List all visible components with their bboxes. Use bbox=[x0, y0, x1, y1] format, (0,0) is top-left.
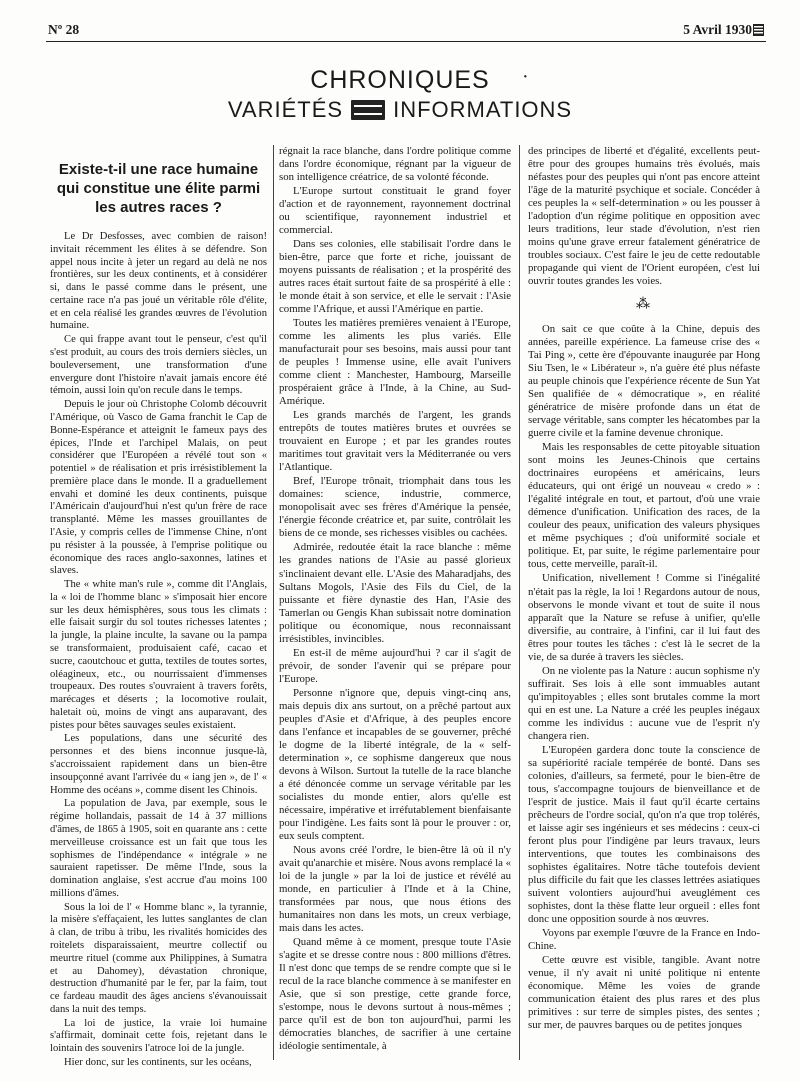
paragraph: L'Europe surtout constituait le grand foyer d'action et de rayonnement, rayonnement doctrinal ou scientifique, rayonnement industriel et commercial. bbox=[279, 185, 511, 237]
paragraph: En est-il de même aujourd'hui ? car il s'agit de prévoir, de sonder l'avenir qui se prépare pour l'Europe. bbox=[279, 646, 511, 685]
article-column-1 bbox=[50, 160, 267, 1071]
paragraph: L'Européen gardera donc toute la conscience de sa supériorité raciale tempérée de bonté. Dans ses colonies, d'ailleurs, sa fermeté, pour le bien-être de tous, s'accompagne toujours de bienveillance et de l'esprit de justice. Mais il faut qu'il écarte certains prêcheurs de l'ordre social, qu'on n'a que trop tolérés, et laisse agir ses ingénieurs et ses médecins : ceux-ci feront plus pour l'indigène par leurs travaux, leurs interventions, que toutes les combinaisons des sophistes égalitaires. Notre tâche toutefois devient plus difficile du fait que les classes lettrées asiatiques suivent volontiers aujourd'hui aveuglément ces sophistes, dont la thèse flatte leur orgueil : elles font donc une opposition sourde à nos œuvres. bbox=[528, 743, 760, 925]
section-separator-icon: ⁂ bbox=[636, 297, 652, 313]
paragraph: On ne violente pas la Nature : aucun sophisme n'y suffirait. Ses lois à elle sont immuables autant qu'impitoyables ; elles sont brutales comme la mort qui en est une. La Nature a créé les peuples inégaux comme les individus : aucune vue de l'esprit n'y changera rien. bbox=[528, 664, 760, 742]
paragraph: Admirée, redoutée était la race blanche : même les grandes nations de l'Asie au passé glorieux s'inclinaient devant elle. L'Asie des Maharadjahs, des Sultans Mogols, l'Asie des Fils du Ciel, de la puissante et fière dynastie des Han, l'Asie des Tamerlan ou Gengis Khan subissait notre domination politique ou économique, nous reconnaissant irrésistibles, invincibles. bbox=[279, 541, 511, 645]
article-column-2 bbox=[279, 145, 511, 1054]
masthead-informations: INFORMATIONS bbox=[393, 97, 573, 122]
paragraph: Les populations, dans une sécurité des personnes et des biens inconnue jusque-là, s'accroissaient rapidement dans un bien-être insoupçonné avant l'arrivée du « iang jen », de l' « Homme des océans », comme disent les Chinois. bbox=[50, 733, 267, 796]
paragraph: Mais les responsables de cette pitoyable situation sont moins les Jeunes-Chinois que certains doctrinaires européens et américains, leurs éducateurs, qui ont érigé un nouveau « credo » : l'égalité intégrale en tout, et partout, d'où une vraie démence d'unification. Unification des races, de la couleur des peaux, unification des valeurs physiques et même psychiques ; d'où uniformité sociale et politique. Et, par suite, le régime parlementaire pour tous, cette merveille, paraît-il. bbox=[528, 441, 760, 571]
paragraph: Voyons par exemple l'œuvre de la France en Indo-Chine. bbox=[528, 926, 760, 952]
column-rule bbox=[519, 145, 520, 1060]
paragraph: Quand même à ce moment, presque toute l'Asie s'agite et se dresse contre nous : 800 millions d'êtres. Il n'est donc que temps de se rendre compte que si le recul de la race blanche commence à se manifester en Asie, que si son prestige, cette grande force, s'estompe, nous le devons surtout à nous-mêmes ; parce qu'il est de bon ton aujourd'hui, parmi les démocraties blanches, de sacrifier à une certaine idéologie sentimentale, à bbox=[279, 935, 511, 1053]
paragraph: On sait ce que coûte à la Chine, depuis des années, pareille expérience. La fameuse crise des « Tai Ping », cette ère d'épouvante inaugurée par Hong Siu Tsen, le « Libérateur », n'a guère été plus néfaste au peuple chinois que l'expérience récente de Sun Yat Sen qualifiée de « démocratique », en réalité génératrice de misère profonde dans un état de servage véritable, sans compter les hécatombes par la guerre civile et la famine devenue chronique. bbox=[528, 323, 760, 440]
masthead-dot: · bbox=[522, 66, 529, 88]
ornament-icon bbox=[753, 24, 764, 36]
paragraph: Hier donc, sur les continents, sur les océans, bbox=[64, 1057, 252, 1068]
paragraph: régnait la race blanche, dans l'ordre politique comme dans l'ordre économique, régnant par la vigueur de son intelligence créatrice, de sa volonté féconde. bbox=[279, 145, 511, 184]
paragraph: Nous avons créé l'ordre, le bien-être là où il n'y avait qu'anarchie et misère. Nous avons remplacé la « loi de la jungle » par la loi de justice et révélé au monde, en particulier à l'Inde et à la Chine, transformées par nous, que nous étions des humanitaires non dans les mots, un creux verbiage, mais dans les actes. bbox=[279, 843, 511, 934]
issue-date: 5 Avril 1930 bbox=[683, 22, 752, 37]
paragraph: Dans ses colonies, elle stabilisait l'ordre dans le bien-être, parce que forte et riche, jouissant de moyens puissants de réalisation ; et la prospérité des autres races était surtout faite de sa prospérité à elle : le monde était à son service, et elle le servait : l'Asie comme l'Afrique, et aussi l'Amérique en partie. bbox=[279, 238, 511, 316]
paragraph: Personne n'ignore que, depuis vingt-cinq ans, mais depuis dix ans surtout, on a prêché partout aux peuples d'Asie et d'Afrique, à des peuples encore dans l'enfance et incapables de se gouverner, prêché le dogme de la liberté intégrale, de la « self-determination », ce sophisme dangereux que nous devons à Wilson. Surtout la tutelle de la race blanche a été dénoncée comme un servage véritable par les socialistes du monde entier, alors qu'elle est nécessaire, impérative et irréfutablement bienfaisante pour l'indigène. Les faits sont là pour le prouver : or, eux seuls comptent. bbox=[279, 686, 511, 842]
article-title: Existe-t-il une race humaine qui constitue une élite parmi les autres races ? bbox=[56, 161, 261, 216]
page-header bbox=[48, 20, 764, 40]
masthead-subtitle bbox=[0, 97, 800, 123]
masthead-logo-icon bbox=[351, 100, 385, 120]
date-block bbox=[683, 22, 764, 38]
paragraph: Le Dr Desfosses, avec combien de raison! invitait récemment les élites à se défendre. Son appel nous incite à jeter un regard au delà ne nos frontières, sur les deux continents, et à considérer si, dans le passé comme dans le présent, une certaine race n'a pas joué un véritable rôle d'élite, et en cela réalisé les grandes œuvres de l'évolution humaine. bbox=[50, 231, 267, 332]
article-column-3 bbox=[528, 145, 760, 1033]
issue-number: Nº 28 bbox=[48, 22, 80, 37]
paragraph: Bref, l'Europe trônait, triomphait dans tous les domaines: science, industrie, commerce, monopolisait avec ses frères d'Amérique la pensée, l'énergie féconde créatrice et, par suite, contrôlait les biens de ce monde, ses richesses visibles ou cachées. bbox=[279, 475, 511, 540]
paragraph: Toutes les matières premières venaient à l'Europe, comme les aliments les plus variés. Elle manufacturait pour ses besoins, mais aussi pour tant de peuples ! Immense usine, elle avait l'univers comme client : Manchester, Hambourg, Marseille prospéraient grâce à l'Inde, à la Chine, au Sud-Amérique. bbox=[279, 317, 511, 408]
paragraph: La population de Java, par exemple, sous le régime hollandais, passait de 14 à 37 millions d'âmes, de 1865 à 1905, soit en quarante ans : cette merveilleuse croissance est un fait que tous les sophismes de l'indépendance « intégrale » ne sauraient rapetisser. De même l'Inde, sous la domination anglaise, s'est accrue d'au moins 100 millions d'âmes. bbox=[50, 798, 267, 899]
paragraph: Ce qui frappe avant tout le penseur, c'est qu'il s'est produit, au cours des trois derniers siècles, un bouleversement, une transformation d'une envergure dont l'histoire n'avait jamais encore été témoin, aussi loin qu'on recule dans le temps. bbox=[50, 334, 267, 397]
column-rule bbox=[273, 145, 274, 1060]
paragraph: des principes de liberté et d'égalité, excellents peut-être pour des groupes humains très évolués, mais néfastes pour des peuples qui n'ont pas encore atteint l'âge de la maturité psychique et sociale. Concéder à ces peuples la « self-determination » ou les pousser à l'adoption d'un régime politique en opposition avec leurs traditions, leur stade d'évolution, n'est rien moins qu'une grave erreur fatalement génératrice de troubles sociaux. C'est faire le jeu de cette redoutable propagande qui vient de l'Orient européen, c'est lui ouvrir toutes grandes les voies. bbox=[528, 145, 760, 288]
paragraph: Sous la loi de l' « Homme blanc », la tyrannie, la misère s'effaçaient, les luttes sanglantes de clan à clan, de tribu à tribu, les rivalités homicides des roitelets disparaissaient, meurtre collectif ou meurtre rituel (comme aux Philippines, à Sumatra et au Dahomey), dévastation chronique, destruction d'humanité par le fer, par la faim, tout ce fardeau maudit des âges anciens s'évanouissait dans la nuit des temps. bbox=[50, 901, 267, 1015]
paragraph: Unification, nivellement ! Comme si l'inégalité n'était pas la règle, la loi ! Regardons autour de nous, observons le monde vivant et tout de suite il nous apparaît que la Nature se refuse à unifier, qu'elle diversifie, au contraire, à l'infini, car il lui faut des êtres pour toutes les tâches : c'est là le secret de la vie, de sa durée à travers les siècles. bbox=[528, 572, 760, 663]
paragraph: La loi de justice, la vraie loi humaine s'affirmait, dominait cette fois, rejetant dans le lointain des souvenirs l'atroce loi de la jungle. bbox=[50, 1017, 267, 1055]
masthead-varietes: VARIÉTÉS bbox=[227, 97, 344, 122]
header-rule bbox=[46, 41, 766, 42]
paragraph: Depuis le jour où Christophe Colomb découvrit l'Amérique, où Vasco de Gama franchit le Cap de Bonne-Espérance et atteignit le fameux pays des épices, l'Inde et l'archipel Malais, on peut considérer que l'Européen a révélé tout son « potentiel » de réalisation et pris irrésistiblement la première place dans le monde. Il a graduellement envahi et dominé les deux continents, puisque l'Américain d'aujourd'hui n'est qu'un frère de race transplanté. Même les masses grouillantes de l'Asie, y compris celles de l'immense Chine, n'ont pu résister à la poussée, à l'emprise politique ou économique des races anglo-saxonnes, latines et slaves. bbox=[50, 399, 267, 577]
paragraph: Les grands marchés de l'argent, les grands entrepôts de toutes matières brutes et ouvrées se trouvaient en Europe ; et par les grandes routes maritimes tout gravitait vers la Méditerranée ou vers l'Atlantique. bbox=[279, 409, 511, 474]
paragraph: The « white man's rule », comme dit l'Anglais, la « loi de l'homme blanc » s'imposait hier encore sur les deux hémisphères, sous tous les climats : elle faisait surgir du sol toutes richesses latentes ; la jungle, la plaine inculte, la savane ou la pampa se transformaient, produisaient café, cacao et sucre, caoutchouc et gutta, textiles de toutes sortes, oléagineux, etc., ou nourrissaient d'immenses troupeaux. Des routes s'ouvraient à travers forêts, marécages et déserts ; la locomotive roulait, haletait où, moins de vingt ans auparavant, des pistes pour bêtes sauvages seules existaient. bbox=[50, 579, 267, 731]
masthead-title: CHRONIQUES bbox=[310, 66, 490, 94]
paragraph: Cette œuvre est visible, tangible. Avant notre venue, il n'y avait ni unité politique ni entente économique. Même les voies de grande communication étaient des plus rares et des plus primitives : sur terre de simples pistes, des sentes ; sur mer, de pauvres barques ou de petites jonques bbox=[528, 953, 760, 1032]
